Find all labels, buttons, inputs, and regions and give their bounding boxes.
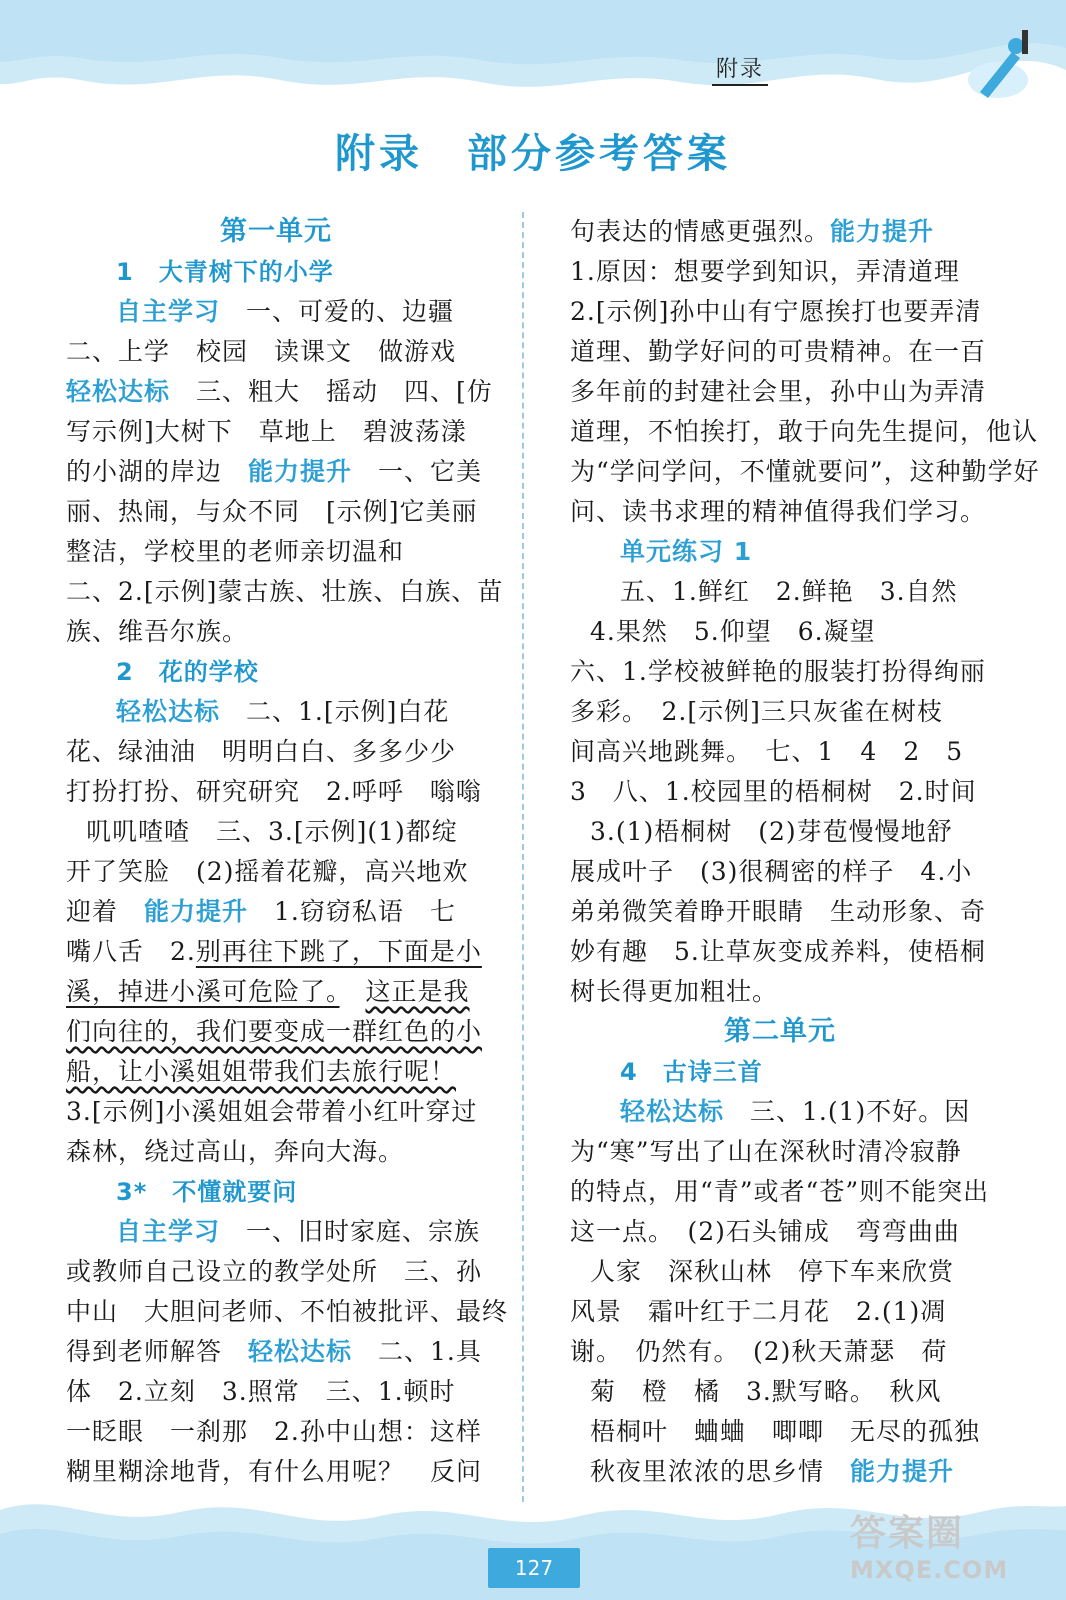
page-number: 127 <box>488 1548 580 1588</box>
answer-line <box>66 972 486 1012</box>
answer-line: 这一点。 (2)石头铺成 弯弯曲曲 <box>570 1217 960 1246</box>
lesson-heading: 1 大青树下的小学 <box>116 258 334 286</box>
answer-line: 轻松达标 二、1.[示例]白花 <box>116 697 450 726</box>
answer-line: 写示例]大树下 草地上 碧波荡漾 <box>66 417 467 446</box>
answer-line: 嘴八舌 2.别再往下跳了，下面是小 <box>66 937 482 966</box>
wavy-underlined-text: 们向往的，我们要变成一群红色的小 <box>66 1017 483 1046</box>
answer-line: 问、读书求理的精神值得我们学习。 <box>570 497 987 526</box>
underlined-text: 别再往下跳了，下面是小 <box>195 937 482 966</box>
answer-line: 糊里糊涂地背，有什么用呢？ 反问 <box>66 1457 483 1486</box>
section-label: 自主学习 <box>116 1217 221 1246</box>
answer-line: 1.原因：想要学到知识，弄清道理 <box>570 257 960 286</box>
answer-line: 打扮打扮、研究研究 2.呼呼 嗡嗡 <box>66 777 482 806</box>
answer-line: 道理，不怕挨打，敢于向先生提问，他认 <box>570 417 1039 446</box>
answer-line: 体 2.立刻 3.照常 三、1.顿时 <box>66 1377 456 1406</box>
answer-line: 树长得更加粗壮。 <box>570 977 779 1006</box>
wavy-underlined-text: 这正是我 <box>365 977 470 1006</box>
answer-line: 2.[示例]孙中山有宁愿挨打也要弄清 <box>570 297 982 326</box>
lesson-heading: 4 古诗三首 <box>620 1058 763 1086</box>
unit-heading: 第一单元 <box>220 216 332 247</box>
answer-line: 展成叶子 (3)很稠密的样子 4.小 <box>570 857 973 886</box>
watermark-url: MXQE.COM <box>850 1556 1009 1584</box>
answer-line: 3.[示例]小溪姐姐会带着小红叶穿过 <box>66 1097 478 1126</box>
unit-heading: 第二单元 <box>724 1016 836 1047</box>
answer-line: 秋夜里浓浓的思乡情 能力提升 <box>590 1457 955 1486</box>
answer-line: 花、绿油油 明明白白、多多少少 <box>66 737 457 766</box>
watermark-logo: 答案圈 <box>850 1513 965 1554</box>
lesson-heading: 2 花的学校 <box>116 658 259 686</box>
answer-line: 二、上学 校园 读课文 做游戏 <box>66 337 457 366</box>
answer-line: 人家 深秋山林 停下车来欣赏 <box>590 1257 955 1286</box>
answer-line: 4.果然 5.仰望 6.凝望 <box>590 617 876 646</box>
watermark <box>850 1505 1008 1584</box>
answer-line: 二、2.[示例]蒙古族、壮族、白族、苗 <box>66 577 504 606</box>
left-column <box>66 212 509 1492</box>
section-label: 能力提升 <box>144 897 249 926</box>
answer-line: 的小湖的岸边 能力提升 一、它美 <box>66 457 483 486</box>
column-divider <box>522 212 524 1502</box>
answer-line: 中山 大胆问老师、不怕被批评、最终 <box>66 1297 509 1326</box>
answer-line: 五、1.鲜红 2.鲜艳 3.自然 <box>620 577 958 606</box>
section-label: 自主学习 <box>116 297 221 326</box>
answer-line: 迎着 能力提升 1.窃窃私语 七 <box>66 897 456 926</box>
answer-line: 叽叽喳喳 三、3.[示例](1)都绽 <box>86 817 458 846</box>
answer-line: 间高兴地跳舞。 七、1 4 2 5 <box>570 737 964 766</box>
answer-line <box>66 1052 486 1092</box>
answer-line: 为“寒”写出了山在深秋时清冷寂静 <box>570 1137 962 1166</box>
answer-line: 谢。 仍然有。 (2)秋天萧瑟 荷 <box>570 1337 948 1366</box>
answer-line <box>66 1012 486 1052</box>
section-heading: 单元练习 1 <box>620 537 753 566</box>
answer-line: 轻松达标 三、1.(1)不好。因 <box>620 1097 971 1126</box>
answer-line: 开了笑脸 (2)摇着花瓣，高兴地欢 <box>66 857 469 886</box>
right-column <box>570 212 1040 1492</box>
underlined-text: 溪，掉进小溪可危险了。 <box>66 977 340 1006</box>
answer-line: 3 八、1.校园里的梧桐树 2.时间 <box>570 777 977 806</box>
answer-line: 丽、热闹，与众不同 [示例]它美丽 <box>66 497 478 526</box>
answer-line: 的特点，用“青”或者“苍”则不能突出 <box>570 1177 990 1206</box>
section-label: 轻松达标 <box>66 377 171 406</box>
section-label: 能力提升 <box>850 1457 955 1486</box>
answer-line: 六、1.学校被鲜艳的服装打扮得绚丽 <box>570 657 986 686</box>
answer-line: 自主学习 一、旧时家庭、宗族 <box>116 1217 481 1246</box>
answer-line: 句表达的情感更强烈。能力提升 <box>570 217 935 246</box>
page-title: 附录 部分参考答案 <box>335 131 731 177</box>
top-wave-band <box>0 0 1066 120</box>
answer-line: 多彩。 2.[示例]三只灰雀在树枝 <box>570 697 943 726</box>
header-label: 附录 <box>712 52 768 86</box>
answer-line: 一眨眼 一刹那 2.孙中山想：这样 <box>66 1417 482 1446</box>
answer-line: 道理、勤学好问的可贵精神。在一百 <box>570 337 987 366</box>
answer-line: 菊 橙 橘 3.默写略。 秋风 <box>590 1377 942 1406</box>
section-label: 能力提升 <box>830 217 935 246</box>
answer-line: 妙有趣 5.让草灰变成养料，使梧桐 <box>570 937 986 966</box>
section-label: 能力提升 <box>248 457 353 486</box>
lesson-heading: 3* 不懂就要问 <box>116 1178 298 1206</box>
answer-line: 3.(1)梧桐树 (2)芽苞慢慢地舒 <box>590 817 953 846</box>
section-label: 轻松达标 <box>248 1337 353 1366</box>
answer-line: 得到老师解答 轻松达标 二、1.具 <box>66 1337 482 1366</box>
section-label: 轻松达标 <box>620 1097 725 1126</box>
answer-line: 自主学习 一、可爱的、边疆 <box>116 297 455 326</box>
answer-line: 森林，绕过高山，奔向大海。 <box>66 1137 405 1166</box>
answer-line: 风景 霜叶红于二月花 2.(1)凋 <box>570 1297 947 1326</box>
wavy-underlined-text: 船，让小溪姐姐带我们去旅行呢！ <box>66 1057 457 1086</box>
pencil-figure-icon <box>960 30 1040 110</box>
answer-line: 弟弟微笑着睁开眼睛 生动形象、奇 <box>570 897 987 926</box>
answer-line: 轻松达标 三、粗大 摇动 四、[仿 <box>66 377 493 406</box>
answer-line: 多年前的封建社会里，孙中山为弄清 <box>570 377 987 406</box>
answer-line: 为“学问学问，不懂就要问”，这种勤学好 <box>570 457 1040 486</box>
answer-line: 梧桐叶 蛐蛐 唧唧 无尽的孤独 <box>590 1417 981 1446</box>
answer-line: 整洁，学校里的老师亲切温和 <box>66 537 405 566</box>
section-label: 轻松达标 <box>116 697 221 726</box>
answer-line: 族、维吾尔族。 <box>66 617 249 646</box>
answer-line: 或教师自己设立的教学处所 三、孙 <box>66 1257 483 1286</box>
